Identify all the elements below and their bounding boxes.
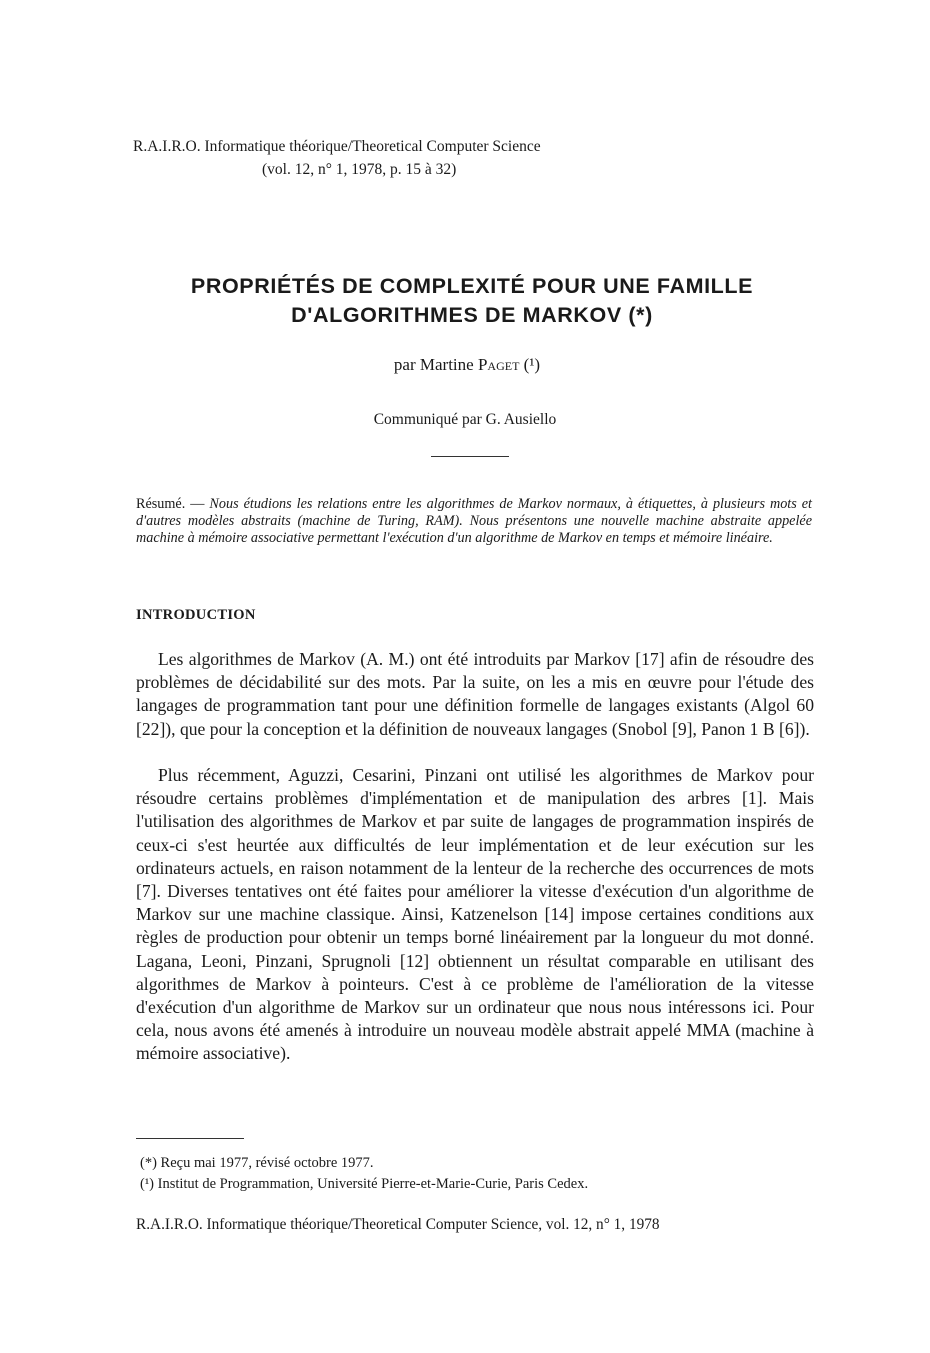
journal-header: R.A.I.R.O. Informatique théorique/Theoretical Computer Science (133, 138, 541, 155)
title-line-2: D'ALGORITHMES DE MARKOV (*) (291, 303, 653, 327)
section-heading: INTRODUCTION (136, 607, 256, 623)
body-paragraph-1: Les algorithmes de Markov (A. M.) ont été introduits par Markov [17] afin de résoudre des problèmes de décidabilité sur des mots. Par la suite, on les a mis en œuvre pour l'étude des langages de programmation tant pour une définition formelle de langages existants (Algol 60 [22]), que pour la conception et la définition de nouveaux langages (Snobol [9], Panon 1 B [6]). (136, 649, 814, 739)
communicated-by: Communiqué par G. Ausiello (373, 411, 557, 428)
author-line (0, 355, 930, 375)
title-separator (431, 456, 509, 457)
page-footer: R.A.I.R.O. Informatique théorique/Theoretical Computer Science, vol. 12, n° 1, 1978 (136, 1216, 660, 1233)
author-note: (¹) (519, 355, 541, 374)
footnote-1: (*) Reçu mai 1977, révisé octobre 1977. (140, 1155, 374, 1171)
footnote-separator (136, 1138, 244, 1139)
footnote-2: (¹) Institut de Programmation, Université Pierre-et-Marie-Curie, Paris Cedex. (140, 1176, 589, 1192)
body-paragraph-2: Plus récemment, Aguzzi, Cesarini, Pinzani ont utilisé les algorithmes de Markov pour résoudre certains problèmes d'implémentation et de manipulation des arbres [1]. Mais l'utilisation des algorithmes de Markov et par suite de langages de programmation inspirés de ceux-ci s'est heurtée aux difficultés de leur implémentation et de leur exécution sur les ordinateurs actuels, en raison notamment de la lenteur de la recherche des occurrences de mots [7]. Diverses tentatives ont été faites pour améliorer la vitesse d'exécution d'un algorithme de Markov sur une machine classique. Ainsi, Katzenelson [14] impose certaines conditions aux règles de production pour obtenir un temps borné linéairement par la longueur du mot donné. Lagana, Leoni, Pinzani, Sprugnoli [12] obtiennent un résultat comparable en utilisant des algorithmes de Markov à pointeurs. C'est à ce problème de l'amélioration de la vitesse d'exécution d'un algorithme de Markov sur un ordinateur que nous nous intéressons ici. Pour cela, nous avons été amenés à introduire un nouveau modèle abstrait appelé MMA (machine à mémoire associative). (136, 765, 814, 1064)
author-prefix: par Martine (393, 355, 478, 374)
volume-line: (vol. 12, n° 1, 1978, p. 15 à 32) (262, 161, 457, 178)
abstract-text: Nous étudions les relations entre les algorithmes de Markov normaux, à étiquettes, à plusieurs mots et d'autres modèles abstraits (machine de Turing, RAM). Nous présentons une nouvelle machine abstraite appelée machine à mémoire associative permettant l'exécution d'un algorithme de Markov en temps et mémoire linéaire. (136, 496, 812, 546)
abstract (136, 496, 812, 547)
abstract-lead: Résumé. — (136, 496, 210, 512)
author-surname: Paget (477, 355, 520, 374)
title-line-1: PROPRIÉTÉS DE COMPLEXITÉ POUR UNE FAMILLE (190, 274, 754, 298)
